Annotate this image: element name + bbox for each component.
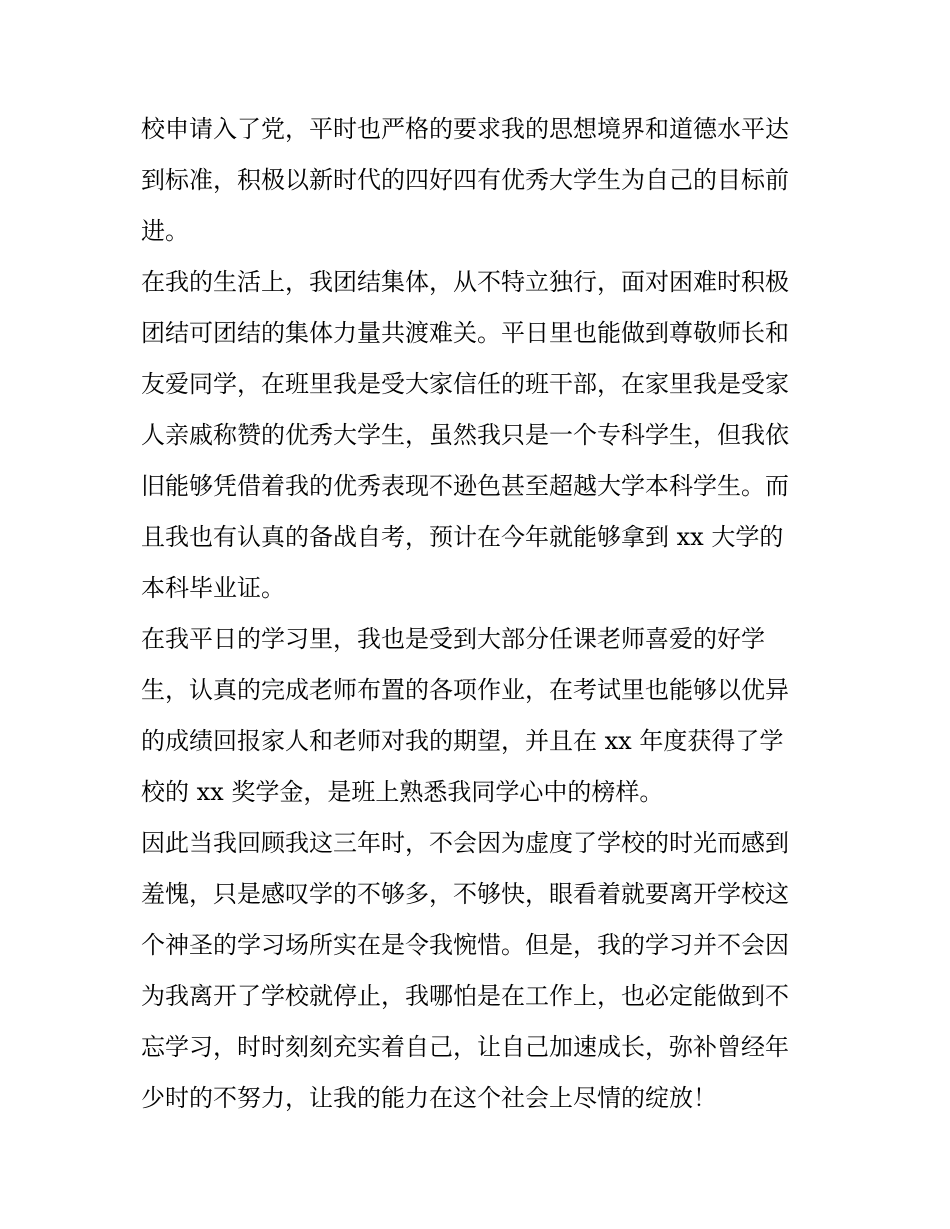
text-line: 旧能够凭借着我的优秀表现不逊色甚至超越大学本科学生。而 xyxy=(141,472,789,500)
text-line: 进。 xyxy=(141,217,189,245)
text-line: 团结可团结的集体力量共渡难关。平日里也能做到尊敬师长和 xyxy=(141,319,789,347)
text-line: 校申请入了党，平时也严格的要求我的思想境界和道德水平达 xyxy=(141,115,789,143)
text-line: 少时的不努力，让我的能力在这个社会上尽情的绽放！ xyxy=(141,1084,717,1112)
text-line: 人亲戚称赞的优秀大学生，虽然我只是一个专科学生，但我依 xyxy=(141,421,789,449)
text-line: 忘学习，时时刻刻充实着自己，让自己加速成长，弥补曾经年 xyxy=(141,1033,789,1061)
document-body xyxy=(141,104,821,1124)
text-line: 生，认真的完成老师布置的各项作业，在考试里也能够以优异 xyxy=(141,676,789,704)
text-line: 因此当我回顾我这三年时，不会因为虚度了学校的时光而感到 xyxy=(141,829,789,857)
text-line: 到标准，积极以新时代的四好四有优秀大学生为自己的目标前 xyxy=(141,166,789,194)
text-line: 的成绩回报家人和老师对我的期望，并且在 xx 年度获得了学 xyxy=(141,727,784,755)
text-line: 在我平日的学习里，我也是受到大部分任课老师喜爱的好学 xyxy=(141,625,765,653)
text-line: 为我离开了学校就停止，我哪怕是在工作上，也必定能做到不 xyxy=(141,982,789,1010)
text-line: 友爱同学，在班里我是受大家信任的班干部，在家里我是受家 xyxy=(141,370,789,398)
text-line: 且我也有认真的备战自考，预计在今年就能够拿到 xx 大学的 xyxy=(141,523,784,551)
text-line: 羞愧，只是感叹学的不够多，不够快，眼看着就要离开学校这 xyxy=(141,880,789,908)
text-line: 校的 xx 奖学金，是班上熟悉我同学心中的榜样。 xyxy=(141,778,664,806)
text-line: 在我的生活上，我团结集体，从不特立独行，面对困难时积极 xyxy=(141,268,789,296)
text-line: 个神圣的学习场所实在是令我惋惜。但是，我的学习并不会因 xyxy=(141,931,789,959)
text-line: 本科毕业证。 xyxy=(141,574,285,602)
